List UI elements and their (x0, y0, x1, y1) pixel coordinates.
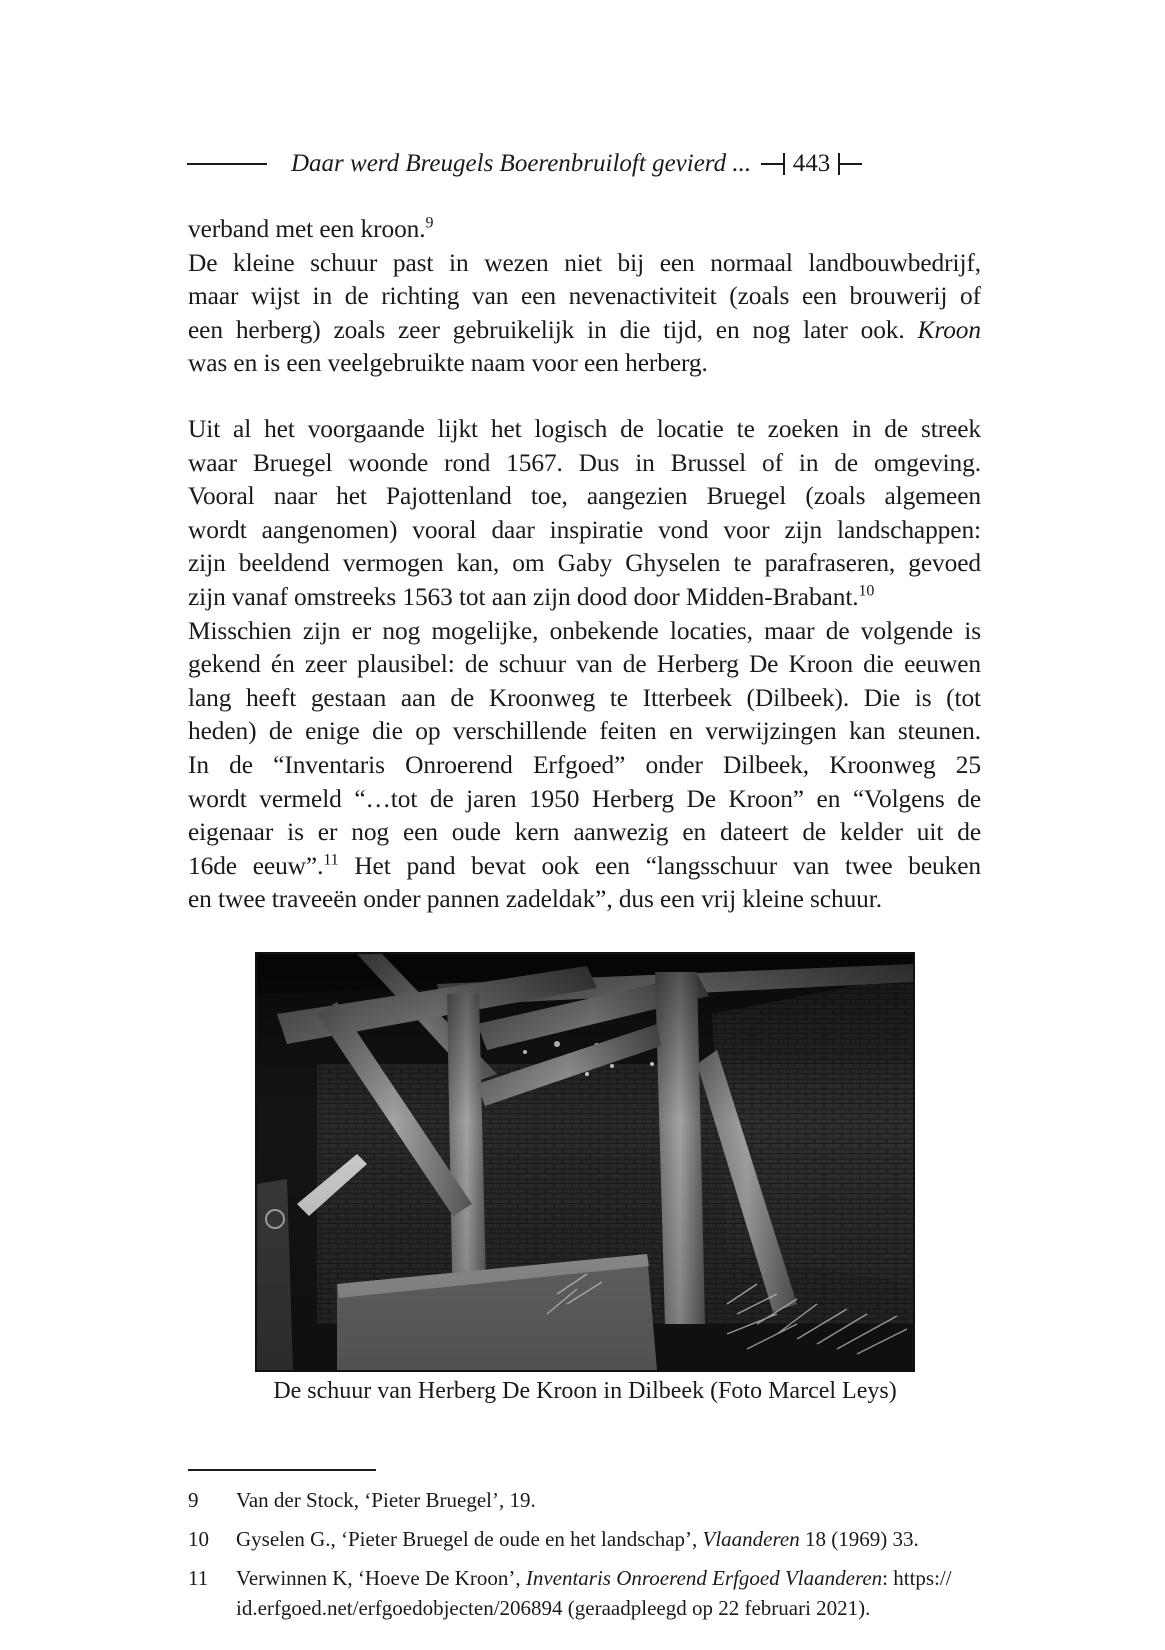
footnotes (188, 1485, 988, 1632)
footnote-link[interactable]: id.erfgoed.net/erfgoedobjecten/206894 (geraadpleegd op 22 februari 2021). (236, 1596, 871, 1620)
body-text (188, 213, 981, 917)
paragraph-line: 16de eeuw”.$^{11}$ Het pand bevat ook een “langsschuur van twee beuken (188, 851, 982, 880)
footnote-ref-10[interactable]: 10 (858, 582, 875, 600)
footnote-number: 11 (188, 1566, 209, 1590)
running-head-bar-left (783, 153, 785, 175)
paragraph-line: verband met een kroon.$^9$ (188, 214, 434, 243)
footnote-number: 9 (188, 1488, 199, 1512)
paragraph-line: wordt vermeld “…tot de jaren 1950 Herberg De Kroon” en “Volgens de (188, 784, 981, 813)
paragraph-line: wordt aangenomen) vooral daar inspiratie vond voor zijn landschappen: (188, 515, 981, 544)
paragraph-line: De kleine schuur past in wezen niet bij een normaal landbouwbedrijf, (188, 248, 981, 277)
footnote-ref-11[interactable]: 11 (323, 851, 339, 869)
paragraph-line: Uit al het voorgaande lijkt het logisch de locatie te zoeken in de streek (188, 414, 981, 443)
running-head-left-rule (187, 163, 267, 165)
paragraph-line: zijn vanaf omstreeks 1563 tot aan zijn dood door Midden-Brabant.$^{10}$ (188, 582, 875, 611)
footnote-text: Verwinnen K, ‘Hoeve De Kroon’, Inventaris Onroerend Erfgoed Vlaanderen: https:// id.erfgoed.net/erfgoedobjecten/206894 (geraadpleegd op 22 februari 2021). (236, 1566, 952, 1620)
paragraph-line: lang heeft gestaan aan de Kroonweg te Itterbeek (Dilbeek). Die is (tot (188, 683, 981, 712)
paragraph-line: waar Bruegel woonde rond 1567. Dus in Brussel of in de omgeving. (188, 448, 981, 477)
running-head (187, 147, 987, 181)
footnote-ref-9[interactable]: 9 (425, 214, 434, 232)
paragraph-line: Misschien zijn er nog mogelijke, onbekende locaties, maar de volgende is (188, 616, 981, 645)
paragraph-line: gekend én zeer plausibel: de schuur van de Herberg De Kroon die eeuwen (188, 650, 981, 679)
paragraph-line: Vooral naar het Pajottenland toe, aangezien Bruegel (zoals algemeen (188, 482, 981, 511)
footnote-number: 10 (188, 1527, 209, 1551)
footnote-11 (188, 1563, 988, 1623)
footnote-9 (188, 1485, 988, 1515)
running-head-mid-rule (761, 163, 783, 165)
footnote-text: Gyselen G., ‘Pieter Bruegel de oude en het landschap’, Vlaanderen 18 (1969) 33. (236, 1527, 919, 1551)
footnote-text: Van der Stock, ‘Pieter Bruegel’, 19. (236, 1488, 536, 1512)
paragraph-line: en twee traveeën onder pannen zadeldak”, dus een vrij kleine schuur. (188, 885, 882, 914)
paragraph-line: maar wijst in de richting van een nevenactiviteit (zoals een brouwerij of (188, 282, 981, 311)
footnote-rule (188, 1469, 376, 1471)
paragraph-line: een herberg) zoals zeer gebruikelijk in die tijd, en nog later ook. Kroon (188, 315, 981, 344)
paragraph-line: zijn beeldend vermogen kan, om Gaby Ghyselen te parafraseren, gevoed (188, 549, 981, 578)
paragraph-line: heden) de enige die op verschillende feiten en verwijzingen kan steunen. (188, 717, 981, 746)
page-number: 443 (792, 150, 831, 177)
running-head-title: Daar werd Breugels Boerenbruiloft gevierd ... (291, 150, 752, 177)
barn-photo (255, 952, 915, 1372)
footnote-10 (188, 1524, 988, 1554)
paragraph-line: In de “Inventaris Onroerend Erfgoed” onder Dilbeek, Kroonweg 25 (188, 750, 981, 779)
running-head-right-rule (840, 163, 862, 165)
paragraph-line: eigenaar is er nog een oude kern aanwezig en dateert de kelder uit de (188, 818, 981, 847)
photo-caption: De schuur van Herberg De Kroon in Dilbeek (Foto Marcel Leys) (273, 1378, 897, 1404)
paragraph-line: was en is een veelgebruikte naam voor een herberg. (188, 349, 708, 378)
